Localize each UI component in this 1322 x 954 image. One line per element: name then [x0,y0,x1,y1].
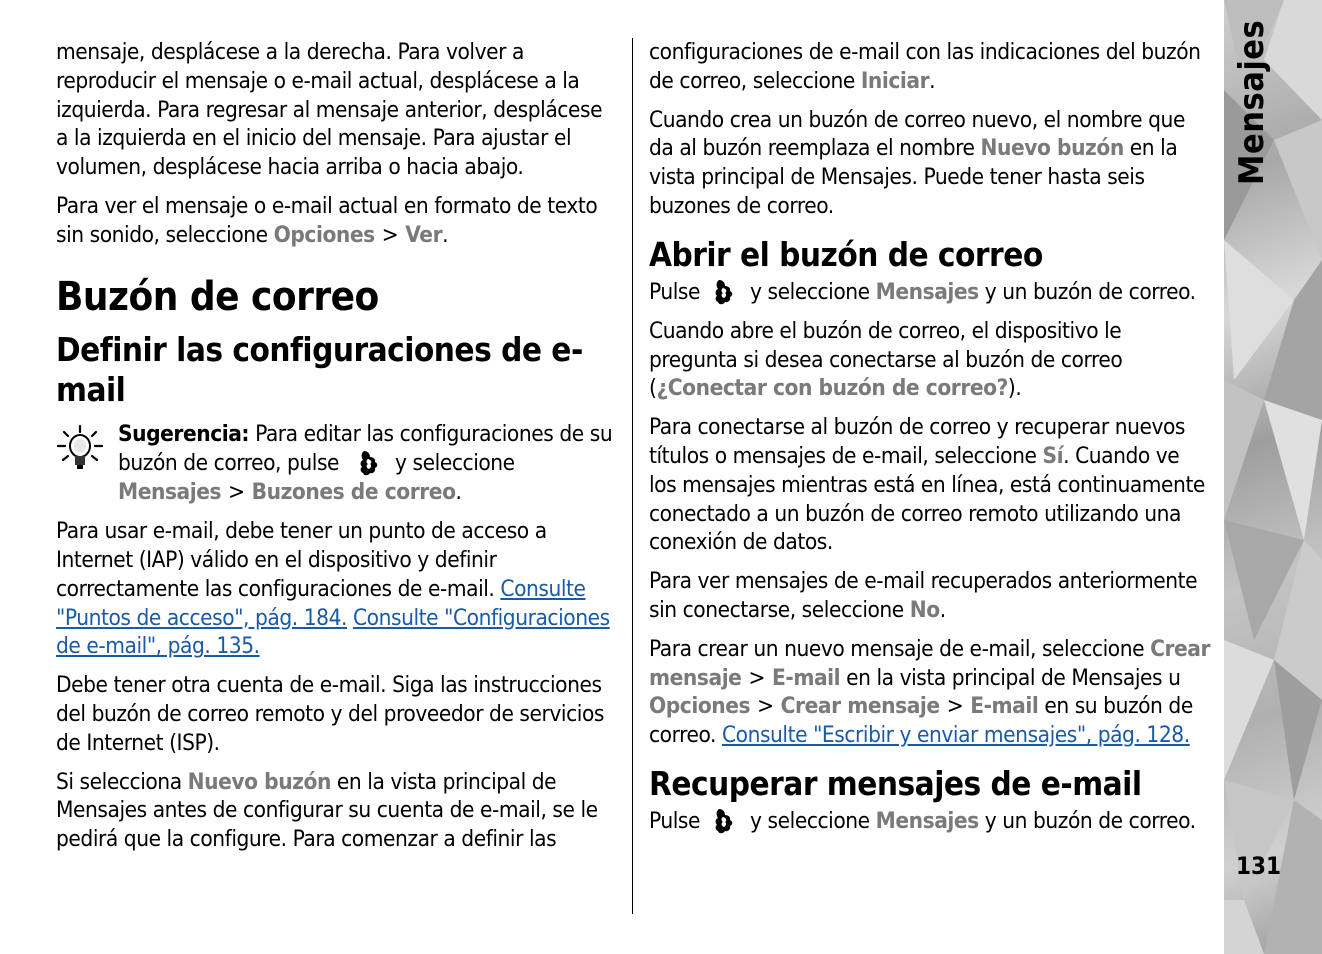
paragraph: mensaje, desplácese a la derecha. Para volver a reproducir el mensaje o e-mail actual, desplácese a la izquierda. Para regresar al mensaje anterior, desplácese a la izquierda en el inicio del mensaje. Para ajustar el volumen, desplácese hacia arriba o hacia abajo. [56,39,603,181]
lightbulb-icon [56,424,104,472]
right-column [649,38,1211,846]
keyword-crear-mensaje: Crear mensaje [780,693,940,720]
text: y seleccione [750,278,876,305]
path-separator: > [748,664,765,691]
paragraph [56,768,618,854]
keyword-mensajes: Mensajes [875,278,979,305]
text: en la vista principal de Mensajes u [840,664,1181,691]
heading-recuperar-mensajes: Recuperar mensajes de e-mail [649,763,1142,803]
text: . [929,67,936,94]
text: y un buzón de correo. [978,807,1196,834]
heading-abrir-buzon: Abrir el buzón de correo [649,234,1043,274]
paragraph [56,517,618,661]
text: Pulse [649,807,701,834]
keyword-opciones: Opciones [649,693,751,720]
text: y seleccione [395,450,515,477]
text: en la vista principal de Mensajes antes de configurar su cuenta de e-mail, se le pedirá que la configure. Para comenzar a definir las [56,768,598,853]
text: Para ver mensajes de e-mail recuperados anteriormente sin conectarse, seleccione [649,568,1198,623]
text: Para usar e-mail, debe tener un punto de acceso a Internet (IAP) válido en el dispositivo y definir correctamente las configuraciones de e-mail. [56,518,547,602]
text: configuraciones de e-mail con las indicaciones del buzón de correo, seleccione [649,39,1201,94]
link-escribir-enviar-mensajes[interactable]: Consulte "Escribir y enviar mensajes", pág. 128. [721,722,1190,749]
path-separator: > [381,221,399,248]
paragraph [649,806,1211,836]
keyword-mensajes: Mensajes [875,807,979,834]
text: Para conectarse al buzón de correo y recuperar nuevos títulos o mensajes de e-mail, seleccione [649,414,1186,469]
text: Pulse [649,278,701,305]
tip-box [56,420,618,508]
column-divider [632,38,633,914]
text: Cuando abre el buzón de correo, el dispositivo le pregunta si desea conectarse al buzón de correo ( [649,317,1123,402]
heading-definir-configuraciones: Definir las configuraciones de e-mail [56,329,583,409]
keyword-conectar-con-buzon: ¿Conectar con buzón de correo? [656,375,1008,402]
menu-key-icon [712,277,738,307]
text: y un buzón de correo. [978,278,1196,305]
keyword-ver: Ver [405,221,443,248]
keyword-iniciar: Iniciar [860,67,930,94]
text: Si selecciona [56,768,188,795]
section-title: Mensajes [1232,19,1272,185]
text: en su buzón de correo. [649,693,1193,749]
menu-key-icon [712,806,738,836]
text: y seleccione [750,807,876,834]
keyword-opciones: Opciones [273,221,375,248]
paragraph [649,635,1211,750]
paragraph: Debe tener otra cuenta de e-mail. Siga las instrucciones del buzón de correo remoto y del proveedor de servicios de Internet (ISP). [56,672,604,756]
paragraph [649,38,1211,96]
keyword-buzones-de-correo: Buzones de correo [251,479,456,506]
paragraph [649,413,1211,557]
keyword-crear-mensaje: Crear mensaje [649,635,1211,691]
paragraph [649,106,1211,221]
text: en la vista principal de Mensajes. Puede tener hasta seis buzones de correo. [649,135,1178,219]
paragraph [649,317,1211,403]
paragraph [649,567,1211,625]
keyword-si: Sí [1042,442,1064,469]
page-number: 131 [1236,852,1282,880]
keyword-no: No [909,596,940,623]
left-column [56,38,618,864]
keyword-mensajes: Mensajes [118,479,222,506]
text: . [455,479,462,506]
text: Cuando crea un buzón de correo nuevo, el nombre que da al buzón reemplaza el nombre [649,106,1185,162]
text: . Cuando ve los mensajes mientras está en línea, está continuamente conectado a un buzón de correo remoto utilizando una conexión de datos. [649,442,1205,556]
paragraph [649,277,1211,307]
keyword-email: E-mail [970,693,1039,720]
text: Para ver el mensaje o e-mail actual en formato de texto sin sonido, seleccione [56,192,598,248]
text: . [939,596,946,623]
keyword-nuevo-buzon: Nuevo buzón [187,768,331,795]
text: Para editar las configuraciones de su buzón de correo, pulse [118,420,613,477]
text: ). [1007,375,1022,402]
paragraph [56,192,618,250]
link-configuraciones-email[interactable]: Consulte "Configuraciones de e-mail", pág. 135. [56,604,610,660]
keyword-email: E-mail [771,664,841,691]
tip-label: Sugerencia: [118,420,250,447]
text: . [442,221,449,248]
path-separator: > [946,693,964,720]
menu-key-icon [357,448,383,478]
link-puntos-de-acceso[interactable]: Consulte "Puntos de acceso", pág. 184. [56,575,586,631]
heading-buzon-de-correo: Buzón de correo [56,273,379,320]
path-separator: > [228,479,245,506]
path-separator: > [757,693,774,720]
text: Para crear un nuevo mensaje de e-mail, seleccione [649,635,1151,662]
keyword-nuevo-buzon: Nuevo buzón [980,135,1124,162]
